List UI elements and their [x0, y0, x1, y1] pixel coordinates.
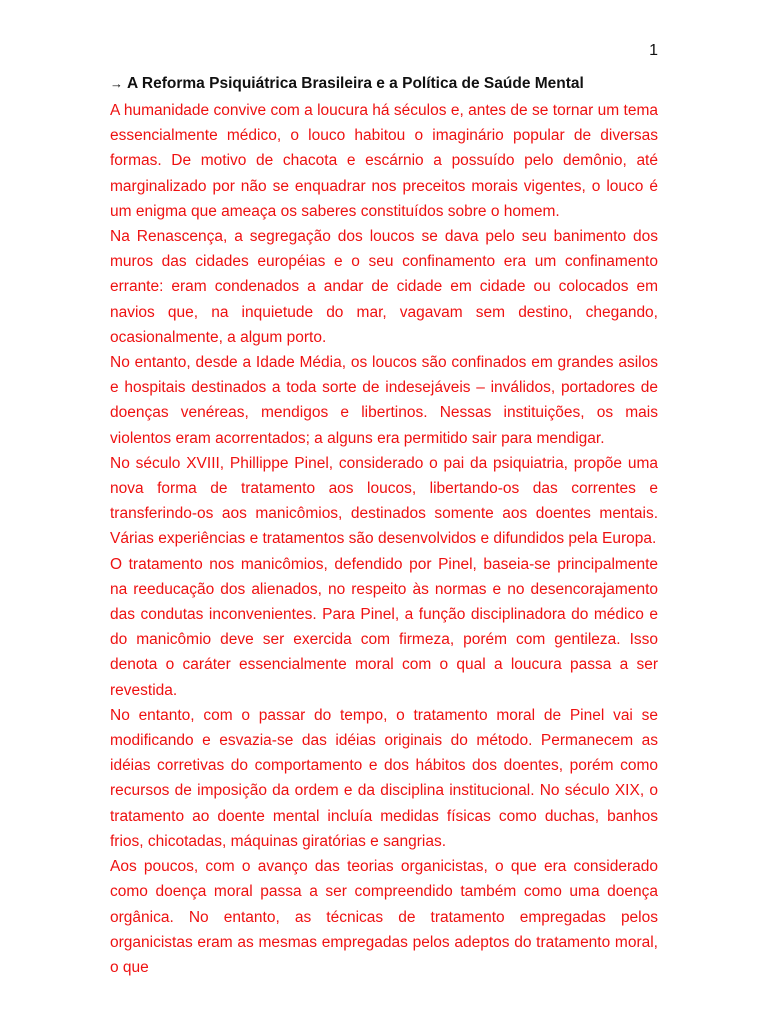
paragraph: No entanto, com o passar do tempo, o tratamento moral de Pinel vai se modificando e esvazia-se das idéias originais do método. Permanecem as idéias corretivas do comportamento e dos hábitos dos doentes, porém como recursos de imposição da ordem e da disciplina institucional. No século XIX, o tratamento ao doente mental incluía medidas físicas como duchas, banhos frios, chicotadas, máquinas giratórias e sangrias. [110, 706, 658, 850]
paragraph: Aos poucos, com o avanço das teorias organicistas, o que era considerado como doença moral passa a ser compreendido também como uma doença orgânica. No entanto, as técnicas de tratamento empregadas pelos organicistas eram as mesmas empregadas pelos adeptos do tratamento moral, o que [110, 858, 658, 976]
paragraph: Na Renascença, a segregação dos loucos se dava pelo seu banimento dos muros das cidades européias e o seu confinamento era um confinamento errante: eram condenados a andar de cidade em cidade ou colocados em navios que, na inquietude do mar, vagavam sem destino, chegando, ocasionalmente, a algum porto. [110, 228, 658, 346]
paragraph: O tratamento nos manicômios, defendido por Pinel, baseia-se principalmente na reeducação dos alienados, no respeito às normas e no desencorajamento das condutas inconvenientes. Para Pinel, a função disciplinadora do médico e do manicômio deve ser exercida com firmeza, porém com gentileza. Isso denota o caráter essencialmente moral com o qual a loucura passa a ser revestida. [110, 555, 658, 699]
paragraph: No entanto, desde a Idade Média, os loucos são confinados em grandes asilos e hospitais destinados a toda sorte de indesejáveis – inválidos, portadores de doenças venéreas, mendigos e libertinos. Nessas instituições, os mais violentos eram acorrentados; a alguns era permitido sair para mendigar. [110, 354, 658, 447]
section-heading [110, 70, 658, 98]
paragraph: A humanidade convive com a loucura há séculos e, antes de se tornar um tema essencialmente médico, o louco habitou o imaginário popular de diversas formas. De motivo de chacota e escárnio a possuído pelo demônio, até marginalizado por não se enquadrar nos preceitos morais vigentes, o louco é um enigma que ameaça os saberes constituídos sobre o homem. [110, 102, 658, 220]
document-body [110, 70, 658, 980]
arrow-icon: → [110, 76, 123, 91]
page-number: 1 [649, 42, 658, 59]
section-title: A Reforma Psiquiátrica Brasileira e a Política de Saúde Mental [127, 75, 584, 92]
paragraph: No século XVIII, Phillippe Pinel, considerado o pai da psiquiatria, propõe uma nova forma de tratamento aos loucos, libertando-os das correntes e transferindo-os aos manicômios, destinados somente aos doentes mentais. Várias experiências e tratamentos são desenvolvidos e difundidos pela Europa. [110, 454, 658, 548]
